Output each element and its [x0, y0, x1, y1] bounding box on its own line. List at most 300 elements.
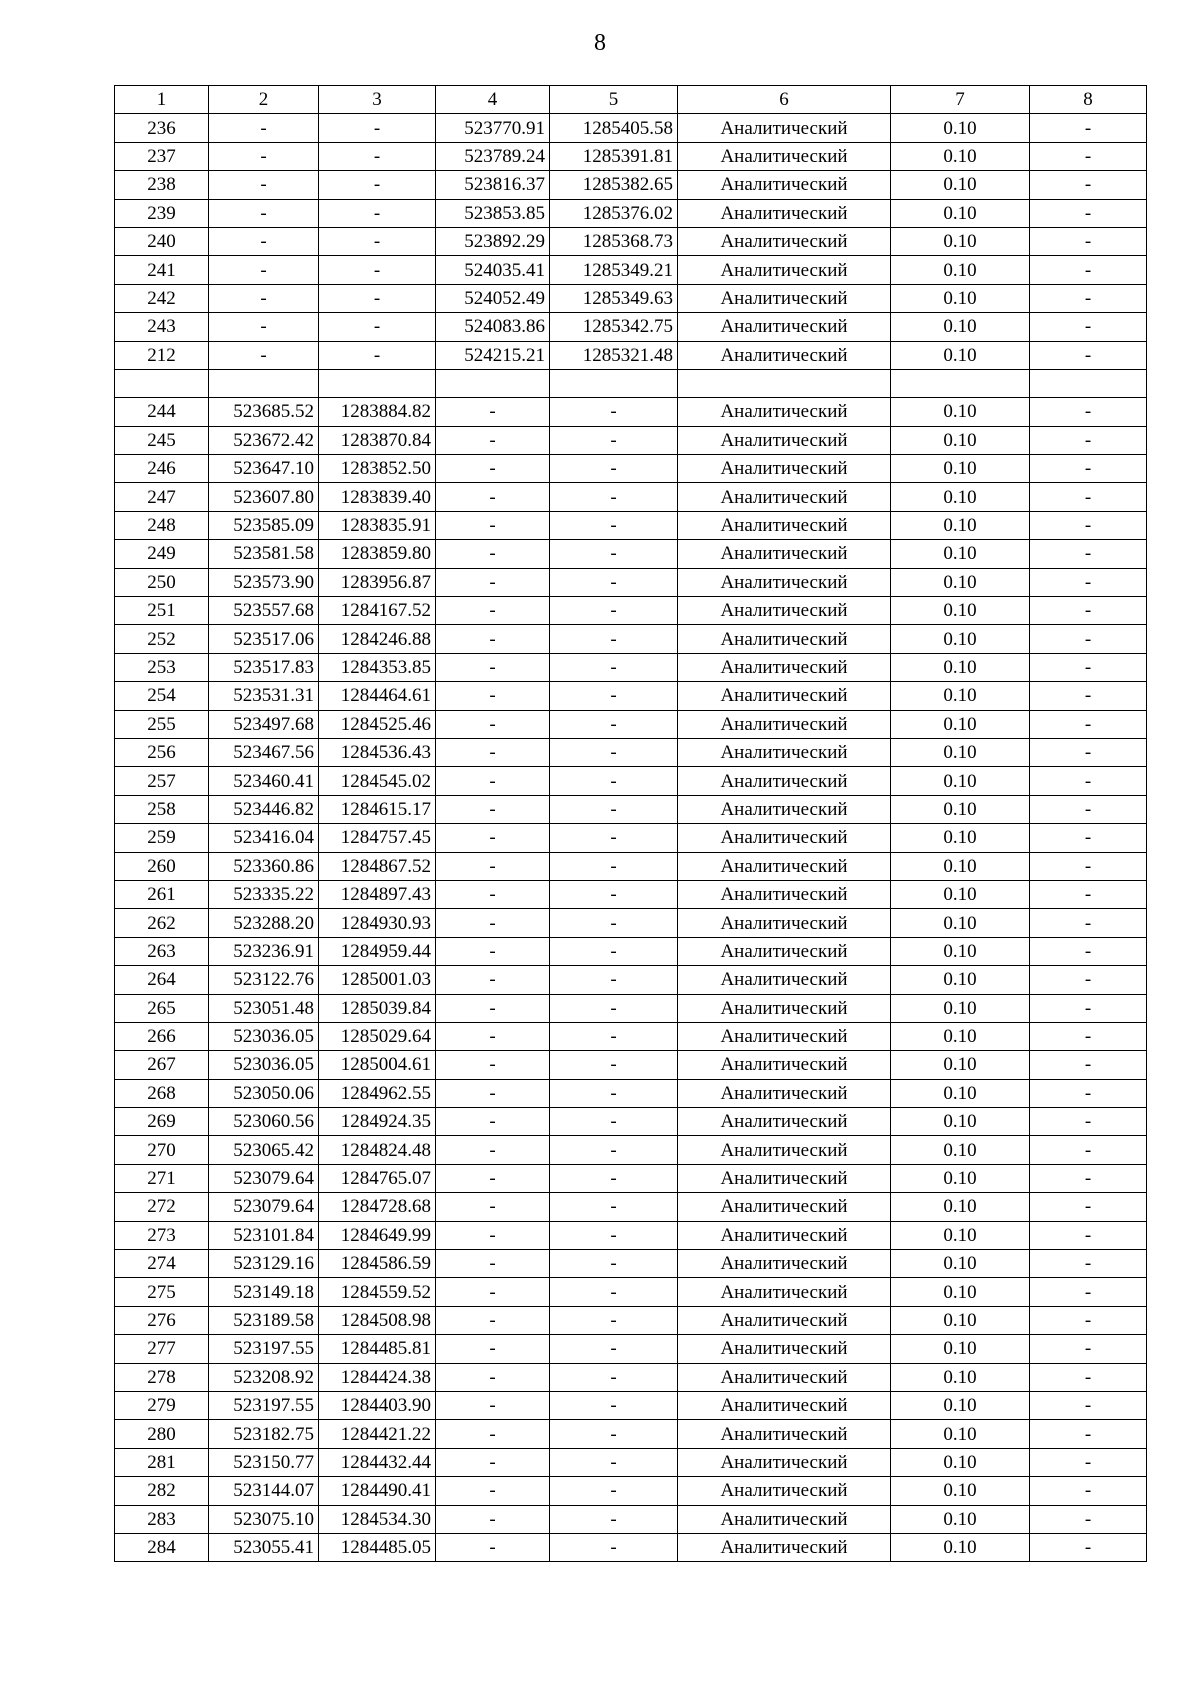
y-coordinate-cell: 1283956.87 — [319, 568, 436, 596]
table-row — [115, 909, 1147, 937]
x-coordinate-cell: - — [436, 1391, 550, 1419]
y-coordinate-cell: - — [319, 284, 436, 312]
precision-cell: 0.10 — [891, 625, 1030, 653]
x-coordinate-cell: 524035.41 — [436, 256, 550, 284]
method-cell: Аналитический — [678, 1477, 891, 1505]
x-coordinate-cell: 523050.06 — [209, 1079, 319, 1107]
note-cell: - — [1030, 1221, 1147, 1249]
y-coordinate-cell: 1284649.99 — [319, 1221, 436, 1249]
y-coordinate-cell: - — [550, 1221, 678, 1249]
x-coordinate-cell: 523557.68 — [209, 597, 319, 625]
x-coordinate-cell: - — [436, 682, 550, 710]
method-cell: Аналитический — [678, 171, 891, 199]
method-cell: Аналитический — [678, 341, 891, 369]
x-coordinate-cell: - — [209, 171, 319, 199]
point-number-cell: 262 — [115, 909, 209, 937]
table-row — [115, 114, 1147, 142]
table-row — [115, 1221, 1147, 1249]
column-header-8: 8 — [1030, 86, 1147, 114]
note-cell: - — [1030, 1335, 1147, 1363]
x-coordinate-cell: 523036.05 — [209, 1022, 319, 1050]
y-coordinate-cell: 1284930.93 — [319, 909, 436, 937]
note-cell: - — [1030, 625, 1147, 653]
y-coordinate-cell: 1284246.88 — [319, 625, 436, 653]
y-coordinate-cell: - — [550, 511, 678, 539]
precision-cell: 0.10 — [891, 1306, 1030, 1334]
x-coordinate-cell: 523079.64 — [209, 1164, 319, 1192]
table-row — [115, 1448, 1147, 1476]
method-cell: Аналитический — [678, 682, 891, 710]
y-coordinate-cell: - — [550, 653, 678, 681]
x-coordinate-cell: 523467.56 — [209, 738, 319, 766]
point-number-cell: 274 — [115, 1250, 209, 1278]
y-coordinate-cell: - — [550, 1306, 678, 1334]
y-coordinate-cell: - — [550, 1505, 678, 1533]
note-cell: - — [1030, 824, 1147, 852]
note-cell: - — [1030, 227, 1147, 255]
x-coordinate-cell — [209, 369, 319, 397]
y-coordinate-cell: - — [319, 341, 436, 369]
point-number-cell: 282 — [115, 1477, 209, 1505]
note-cell: - — [1030, 1306, 1147, 1334]
x-coordinate-cell: 523517.06 — [209, 625, 319, 653]
table-row — [115, 1164, 1147, 1192]
x-coordinate-cell: 523197.55 — [209, 1335, 319, 1363]
y-coordinate-cell: 1285349.63 — [550, 284, 678, 312]
x-coordinate-cell: 523208.92 — [209, 1363, 319, 1391]
point-number-cell: 247 — [115, 483, 209, 511]
y-coordinate-cell: - — [550, 455, 678, 483]
x-coordinate-cell: - — [209, 114, 319, 142]
coordinates-table — [114, 85, 1147, 1562]
point-number-cell: 270 — [115, 1136, 209, 1164]
precision-cell: 0.10 — [891, 256, 1030, 284]
table-row — [115, 227, 1147, 255]
x-coordinate-cell: 523288.20 — [209, 909, 319, 937]
x-coordinate-cell: - — [436, 1136, 550, 1164]
y-coordinate-cell: 1284959.44 — [319, 937, 436, 965]
y-coordinate-cell: - — [550, 966, 678, 994]
precision-cell: 0.10 — [891, 597, 1030, 625]
precision-cell: 0.10 — [891, 1108, 1030, 1136]
point-number-cell: 260 — [115, 852, 209, 880]
x-coordinate-cell: - — [436, 937, 550, 965]
method-cell: Аналитический — [678, 227, 891, 255]
note-cell: - — [1030, 341, 1147, 369]
precision-cell: 0.10 — [891, 1533, 1030, 1561]
method-cell: Аналитический — [678, 142, 891, 170]
point-number-cell: 267 — [115, 1051, 209, 1079]
point-number-cell: 263 — [115, 937, 209, 965]
y-coordinate-cell: - — [319, 256, 436, 284]
note-cell: - — [1030, 653, 1147, 681]
note-cell: - — [1030, 1079, 1147, 1107]
y-coordinate-cell: - — [550, 1079, 678, 1107]
table-row — [115, 1306, 1147, 1334]
y-coordinate-cell: - — [550, 909, 678, 937]
y-coordinate-cell: 1285321.48 — [550, 341, 678, 369]
y-coordinate-cell: - — [550, 824, 678, 852]
note-cell — [1030, 369, 1147, 397]
point-number-cell: 273 — [115, 1221, 209, 1249]
note-cell: - — [1030, 1136, 1147, 1164]
y-coordinate-cell: 1284464.61 — [319, 682, 436, 710]
x-coordinate-cell: - — [209, 313, 319, 341]
y-coordinate-cell — [319, 369, 436, 397]
precision-cell: 0.10 — [891, 653, 1030, 681]
note-cell: - — [1030, 1051, 1147, 1079]
method-cell: Аналитический — [678, 1448, 891, 1476]
x-coordinate-cell: - — [436, 625, 550, 653]
table-row — [115, 256, 1147, 284]
point-number-cell: 248 — [115, 511, 209, 539]
y-coordinate-cell: 1284615.17 — [319, 795, 436, 823]
precision-cell: 0.10 — [891, 1335, 1030, 1363]
precision-cell: 0.10 — [891, 1193, 1030, 1221]
method-cell: Аналитический — [678, 1079, 891, 1107]
y-coordinate-cell: 1284525.46 — [319, 710, 436, 738]
y-coordinate-cell: 1284897.43 — [319, 880, 436, 908]
point-number-cell: 268 — [115, 1079, 209, 1107]
x-coordinate-cell: - — [436, 568, 550, 596]
x-coordinate-cell: 524052.49 — [436, 284, 550, 312]
y-coordinate-cell: - — [550, 937, 678, 965]
y-coordinate-cell: 1284485.05 — [319, 1533, 436, 1561]
point-number-cell: 250 — [115, 568, 209, 596]
point-number-cell: 239 — [115, 199, 209, 227]
y-coordinate-cell: - — [550, 1022, 678, 1050]
point-number-cell: 254 — [115, 682, 209, 710]
y-coordinate-cell: 1284757.45 — [319, 824, 436, 852]
x-coordinate-cell: - — [436, 1363, 550, 1391]
table-row — [115, 341, 1147, 369]
x-coordinate-cell: 523672.42 — [209, 426, 319, 454]
y-coordinate-cell: 1284586.59 — [319, 1250, 436, 1278]
table-row — [115, 313, 1147, 341]
y-coordinate-cell: - — [550, 1533, 678, 1561]
point-number-cell: 238 — [115, 171, 209, 199]
x-coordinate-cell: - — [209, 199, 319, 227]
precision-cell: 0.10 — [891, 966, 1030, 994]
point-number-cell: 284 — [115, 1533, 209, 1561]
precision-cell: 0.10 — [891, 1363, 1030, 1391]
x-coordinate-cell: - — [436, 398, 550, 426]
table-row — [115, 1193, 1147, 1221]
x-coordinate-cell: 523182.75 — [209, 1420, 319, 1448]
point-number-cell: 269 — [115, 1108, 209, 1136]
precision-cell: 0.10 — [891, 114, 1030, 142]
table-row — [115, 171, 1147, 199]
x-coordinate-cell: 523685.52 — [209, 398, 319, 426]
y-coordinate-cell: 1285368.73 — [550, 227, 678, 255]
x-coordinate-cell: 523055.41 — [209, 1533, 319, 1561]
table-row — [115, 1533, 1147, 1561]
precision-cell: 0.10 — [891, 1391, 1030, 1419]
note-cell: - — [1030, 483, 1147, 511]
x-coordinate-cell: 523770.91 — [436, 114, 550, 142]
x-coordinate-cell: 523816.37 — [436, 171, 550, 199]
precision-cell: 0.10 — [891, 1505, 1030, 1533]
table-row — [115, 966, 1147, 994]
x-coordinate-cell: 523079.64 — [209, 1193, 319, 1221]
x-coordinate-cell: 523607.80 — [209, 483, 319, 511]
x-coordinate-cell: 523573.90 — [209, 568, 319, 596]
precision-cell: 0.10 — [891, 1136, 1030, 1164]
y-coordinate-cell: 1283852.50 — [319, 455, 436, 483]
point-number-cell: 266 — [115, 1022, 209, 1050]
y-coordinate-cell: - — [550, 540, 678, 568]
x-coordinate-cell: - — [436, 1448, 550, 1476]
y-coordinate-cell: - — [550, 1136, 678, 1164]
method-cell: Аналитический — [678, 568, 891, 596]
method-cell: Аналитический — [678, 511, 891, 539]
x-coordinate-cell: - — [209, 284, 319, 312]
y-coordinate-cell: - — [550, 1363, 678, 1391]
column-header-2: 2 — [209, 86, 319, 114]
note-cell: - — [1030, 199, 1147, 227]
x-coordinate-cell: - — [436, 1420, 550, 1448]
y-coordinate-cell: 1283884.82 — [319, 398, 436, 426]
table-row — [115, 1391, 1147, 1419]
x-coordinate-cell: 523036.05 — [209, 1051, 319, 1079]
y-coordinate-cell: - — [319, 114, 436, 142]
precision-cell: 0.10 — [891, 568, 1030, 596]
precision-cell: 0.10 — [891, 199, 1030, 227]
table-row — [115, 455, 1147, 483]
y-coordinate-cell: - — [550, 1193, 678, 1221]
x-coordinate-cell: - — [436, 994, 550, 1022]
x-coordinate-cell: 523129.16 — [209, 1250, 319, 1278]
x-coordinate-cell: 523197.55 — [209, 1391, 319, 1419]
table-row — [115, 199, 1147, 227]
x-coordinate-cell: - — [436, 455, 550, 483]
method-cell: Аналитический — [678, 1221, 891, 1249]
y-coordinate-cell: 1284559.52 — [319, 1278, 436, 1306]
y-coordinate-cell: - — [550, 625, 678, 653]
precision-cell: 0.10 — [891, 1278, 1030, 1306]
point-number-cell: 241 — [115, 256, 209, 284]
point-number-cell: 265 — [115, 994, 209, 1022]
table-row — [115, 1420, 1147, 1448]
y-coordinate-cell: - — [550, 426, 678, 454]
y-coordinate-cell: 1283859.80 — [319, 540, 436, 568]
note-cell: - — [1030, 597, 1147, 625]
method-cell: Аналитический — [678, 1420, 891, 1448]
precision-cell: 0.10 — [891, 852, 1030, 880]
x-coordinate-cell: - — [436, 1193, 550, 1221]
table-row — [115, 1363, 1147, 1391]
column-header-3: 3 — [319, 86, 436, 114]
table-row — [115, 880, 1147, 908]
note-cell: - — [1030, 114, 1147, 142]
y-coordinate-cell: 1284421.22 — [319, 1420, 436, 1448]
method-cell: Аналитический — [678, 625, 891, 653]
x-coordinate-cell: - — [436, 1278, 550, 1306]
x-coordinate-cell: - — [436, 1250, 550, 1278]
method-cell — [678, 369, 891, 397]
table-row — [115, 682, 1147, 710]
precision-cell: 0.10 — [891, 398, 1030, 426]
method-cell: Аналитический — [678, 738, 891, 766]
x-coordinate-cell: - — [436, 795, 550, 823]
note-cell: - — [1030, 682, 1147, 710]
x-coordinate-cell: 523335.22 — [209, 880, 319, 908]
point-number-cell: 242 — [115, 284, 209, 312]
x-coordinate-cell: - — [436, 1306, 550, 1334]
precision-cell: 0.10 — [891, 824, 1030, 852]
point-number-cell: 244 — [115, 398, 209, 426]
method-cell: Аналитический — [678, 114, 891, 142]
note-cell: - — [1030, 1420, 1147, 1448]
precision-cell: 0.10 — [891, 1477, 1030, 1505]
note-cell: - — [1030, 511, 1147, 539]
method-cell: Аналитический — [678, 795, 891, 823]
column-header-5: 5 — [550, 86, 678, 114]
note-cell: - — [1030, 852, 1147, 880]
method-cell: Аналитический — [678, 1278, 891, 1306]
y-coordinate-cell: 1285039.84 — [319, 994, 436, 1022]
y-coordinate-cell — [550, 369, 678, 397]
x-coordinate-cell: 523585.09 — [209, 511, 319, 539]
precision-cell: 0.10 — [891, 795, 1030, 823]
y-coordinate-cell: - — [550, 852, 678, 880]
page-number: 8 — [594, 30, 606, 56]
y-coordinate-cell: - — [319, 199, 436, 227]
point-number-cell: 264 — [115, 966, 209, 994]
column-header-7: 7 — [891, 86, 1030, 114]
method-cell: Аналитический — [678, 909, 891, 937]
x-coordinate-cell: - — [436, 483, 550, 511]
method-cell: Аналитический — [678, 994, 891, 1022]
method-cell: Аналитический — [678, 1505, 891, 1533]
y-coordinate-cell: 1284403.90 — [319, 1391, 436, 1419]
method-cell: Аналитический — [678, 284, 891, 312]
x-coordinate-cell: - — [436, 738, 550, 766]
y-coordinate-cell: - — [550, 597, 678, 625]
y-coordinate-cell: - — [550, 880, 678, 908]
point-number-cell: 259 — [115, 824, 209, 852]
point-number-cell: 277 — [115, 1335, 209, 1363]
precision-cell: 0.10 — [891, 483, 1030, 511]
y-coordinate-cell: 1284432.44 — [319, 1448, 436, 1476]
precision-cell: 0.10 — [891, 1448, 1030, 1476]
note-cell: - — [1030, 880, 1147, 908]
x-coordinate-cell: - — [436, 966, 550, 994]
x-coordinate-cell: - — [436, 653, 550, 681]
y-coordinate-cell: 1283839.40 — [319, 483, 436, 511]
column-header-1: 1 — [115, 86, 209, 114]
y-coordinate-cell: - — [550, 994, 678, 1022]
x-coordinate-cell: 523122.76 — [209, 966, 319, 994]
method-cell: Аналитический — [678, 880, 891, 908]
y-coordinate-cell: 1284824.48 — [319, 1136, 436, 1164]
x-coordinate-cell: 523581.58 — [209, 540, 319, 568]
table-row — [115, 1079, 1147, 1107]
y-coordinate-cell: 1285029.64 — [319, 1022, 436, 1050]
x-coordinate-cell: 523189.58 — [209, 1306, 319, 1334]
precision-cell: 0.10 — [891, 1221, 1030, 1249]
note-cell: - — [1030, 313, 1147, 341]
note-cell: - — [1030, 256, 1147, 284]
x-coordinate-cell: - — [436, 1505, 550, 1533]
x-coordinate-cell: 523460.41 — [209, 767, 319, 795]
y-coordinate-cell: - — [550, 767, 678, 795]
method-cell: Аналитический — [678, 1306, 891, 1334]
table-row — [115, 710, 1147, 738]
method-cell: Аналитический — [678, 1250, 891, 1278]
x-coordinate-cell: 523446.82 — [209, 795, 319, 823]
y-coordinate-cell: - — [550, 1335, 678, 1363]
y-coordinate-cell: - — [319, 227, 436, 255]
y-coordinate-cell: 1285004.61 — [319, 1051, 436, 1079]
point-number-cell: 279 — [115, 1391, 209, 1419]
note-cell: - — [1030, 284, 1147, 312]
precision-cell: 0.10 — [891, 767, 1030, 795]
precision-cell: 0.10 — [891, 937, 1030, 965]
x-coordinate-cell: 523075.10 — [209, 1505, 319, 1533]
note-cell: - — [1030, 455, 1147, 483]
x-coordinate-cell: 523647.10 — [209, 455, 319, 483]
table-row — [115, 1051, 1147, 1079]
precision-cell: 0.10 — [891, 1164, 1030, 1192]
table-row — [115, 994, 1147, 1022]
x-coordinate-cell: 523789.24 — [436, 142, 550, 170]
y-coordinate-cell: - — [550, 1420, 678, 1448]
y-coordinate-cell: - — [550, 710, 678, 738]
note-cell: - — [1030, 1505, 1147, 1533]
y-coordinate-cell: 1284508.98 — [319, 1306, 436, 1334]
table-row — [115, 568, 1147, 596]
y-coordinate-cell: 1284167.52 — [319, 597, 436, 625]
note-cell: - — [1030, 1533, 1147, 1561]
x-coordinate-cell: 523060.56 — [209, 1108, 319, 1136]
note-cell: - — [1030, 738, 1147, 766]
method-cell: Аналитический — [678, 1193, 891, 1221]
column-header-6: 6 — [678, 86, 891, 114]
y-coordinate-cell: - — [550, 738, 678, 766]
precision-cell: 0.10 — [891, 227, 1030, 255]
x-coordinate-cell: 523236.91 — [209, 937, 319, 965]
y-coordinate-cell: - — [550, 1051, 678, 1079]
x-coordinate-cell: 523892.29 — [436, 227, 550, 255]
method-cell: Аналитический — [678, 1363, 891, 1391]
precision-cell: 0.10 — [891, 682, 1030, 710]
method-cell: Аналитический — [678, 199, 891, 227]
precision-cell: 0.10 — [891, 284, 1030, 312]
table-row — [115, 1335, 1147, 1363]
precision-cell: 0.10 — [891, 142, 1030, 170]
precision-cell: 0.10 — [891, 994, 1030, 1022]
note-cell: - — [1030, 795, 1147, 823]
table-header-row — [115, 86, 1147, 114]
precision-cell: 0.10 — [891, 426, 1030, 454]
x-coordinate-cell: 523531.31 — [209, 682, 319, 710]
x-coordinate-cell: - — [436, 1051, 550, 1079]
y-coordinate-cell: 1284353.85 — [319, 653, 436, 681]
x-coordinate-cell: - — [209, 341, 319, 369]
point-number-cell: 245 — [115, 426, 209, 454]
method-cell: Аналитический — [678, 597, 891, 625]
x-coordinate-cell: 523517.83 — [209, 653, 319, 681]
x-coordinate-cell: 523101.84 — [209, 1221, 319, 1249]
x-coordinate-cell: 524215.21 — [436, 341, 550, 369]
y-coordinate-cell: 1283870.84 — [319, 426, 436, 454]
table-row — [115, 1136, 1147, 1164]
x-coordinate-cell: 523360.86 — [209, 852, 319, 880]
y-coordinate-cell: - — [550, 1448, 678, 1476]
point-number-cell: 256 — [115, 738, 209, 766]
precision-cell: 0.10 — [891, 1051, 1030, 1079]
